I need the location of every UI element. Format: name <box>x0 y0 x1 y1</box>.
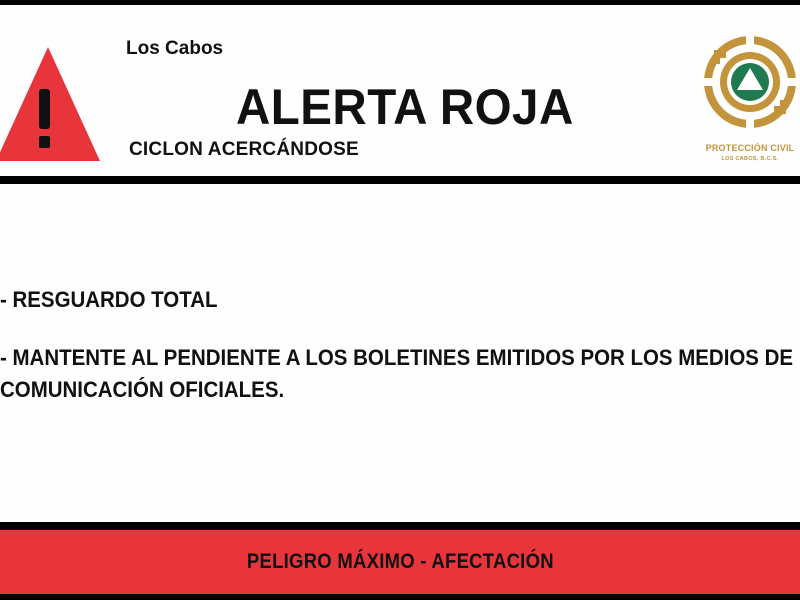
instruction-item <box>0 284 800 316</box>
proteccion-civil-logo <box>700 30 800 170</box>
instruction-line: COMUNICACIÓN OFICIALES. <box>0 377 285 402</box>
instructions-panel <box>0 184 800 522</box>
instruction-line: - RESGUARDO TOTAL <box>0 287 218 312</box>
instruction-line: - MANTENTE AL PENDIENTE A LOS BOLETINES EMITIDOS POR LOS MEDIOS DE <box>0 345 794 370</box>
alert-title: ALERTA ROJA <box>236 79 574 135</box>
alert-header <box>0 5 800 176</box>
warning-triangle-icon <box>0 43 102 165</box>
proteccion-civil-emblem-icon <box>700 30 800 138</box>
location-label: Los Cabos <box>126 38 224 59</box>
alert-subtitle: CICLON ACERCÁNDOSE <box>129 139 359 160</box>
org-location: LOS CABOS, B.C.S. <box>721 156 779 162</box>
danger-footer-bar <box>0 530 800 594</box>
instruction-item <box>0 342 800 406</box>
footer-text: PELIGRO MÁXIMO - AFECTACIÓN <box>246 550 554 573</box>
org-name: PROTECCIÓN CIVIL <box>705 143 795 153</box>
